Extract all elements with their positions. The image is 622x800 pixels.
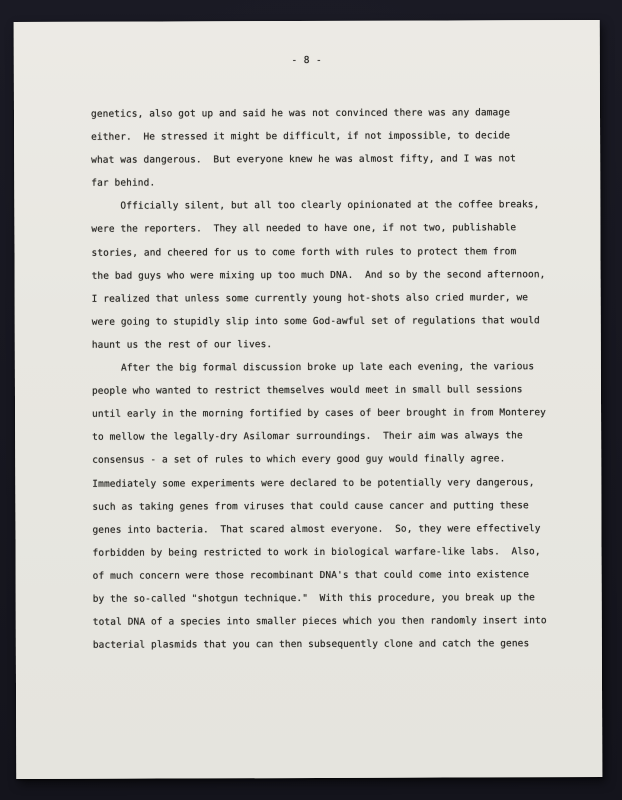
text-line: were going to stupidly slip into some God-awful set of regulations that would [91, 315, 540, 328]
text-line: consensus - a set of rules to which every good guy would finally agree. [92, 453, 506, 467]
text-line: haunt us the rest of our lives. [91, 339, 273, 351]
text-line: were the reporters. They all needed to have one, if not two, publishable [91, 222, 517, 236]
text-line: stories, and cheered for us to come forth with rules to protect them from [91, 245, 517, 259]
text-line: the bad guys who were mixing up too much DNA. And so by the second afternoon, [91, 268, 546, 282]
text-line: total DNA of a species into smaller pieces which you then randomly insert into [92, 615, 547, 628]
text-line: to mellow the legally-dry Asilomar surroundings. Their aim was always the [92, 430, 523, 444]
text-line: Immediately some experiments were declared to be potentially very dangerous, [92, 476, 535, 490]
page-number: - 8 - [291, 54, 323, 67]
text-line: Officially silent, but all too clearly opinionated at the coffee breaks, [91, 199, 540, 213]
text-line: people who wanted to restrict themselves would meet in small bull sessions [91, 384, 523, 397]
document-page [14, 20, 603, 779]
text-line: far behind. [91, 177, 156, 190]
text-line: bacterial plasmids that you can then subsequently clone and catch the genes [92, 638, 530, 651]
text-line: genes into bacteria. That scared almost everyone. So, they were effectively [92, 522, 541, 536]
document-text [91, 101, 563, 657]
text-line: by the so-called "shotgun technique." With this procedure, you break up the [92, 592, 535, 605]
text-line: either. He stressed it might be difficult, if not impossible, to decide [91, 130, 511, 143]
text-line: of much concern were those recombinant DNA's that could come into existence [92, 569, 530, 582]
text-line: what was dangerous. But everyone knew he was almost fifty, and I was not [91, 153, 517, 166]
text-line: such as taking genes from viruses that could cause cancer and putting these [92, 499, 529, 513]
text-line: until early in the morning fortified by cases of beer brought in from Monterey [92, 407, 546, 420]
text-line: genetics, also got up and said he was not convinced there was any damage [90, 107, 511, 120]
text-line: After the big formal discussion broke up late each evening, the various [91, 361, 535, 374]
text-line: forbidden by being restricted to work in biological warfare-like labs. Also, [92, 545, 541, 559]
text-line: I realized that unless some currently young hot-shots also cried murder, we [91, 291, 529, 305]
